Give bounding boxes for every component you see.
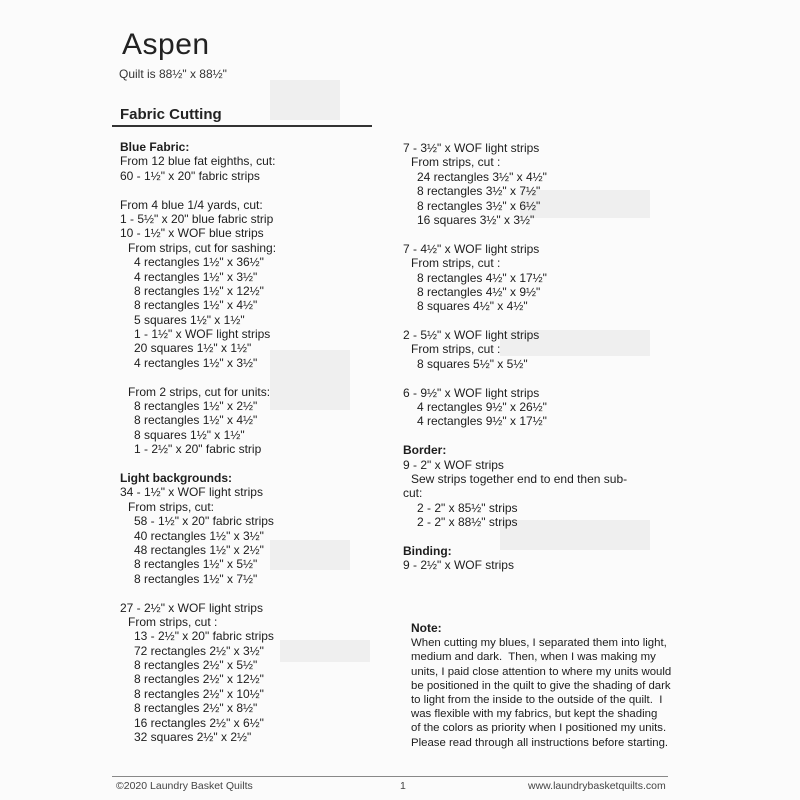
cutting-line: 2 - 2" x 85½" strips: [417, 500, 518, 515]
cutting-line: 8 rectangles 3½" x 6½": [417, 198, 541, 213]
line-spacer: [120, 370, 276, 384]
note-line: units, I paid close attention to where my units would: [411, 665, 672, 678]
cutting-section-heading: Light backgrounds:: [120, 470, 232, 485]
cutting-line: 27 - 2½" x WOF light strips: [120, 600, 263, 615]
bleed-through-block: [270, 350, 350, 410]
cutting-line: 8 rectangles 4½" x 9½": [417, 284, 541, 299]
cutting-line: From 4 blue 1/4 yards, cut:: [120, 197, 263, 212]
cutting-line: 13 - 2½" x 20" fabric strips: [134, 629, 274, 644]
cutting-section-heading: Blue Fabric:: [120, 140, 190, 154]
cutting-line: From strips, cut for sashing:: [128, 240, 277, 255]
right-cutting-column: [403, 141, 627, 573]
cutting-line: 8 rectangles 4½" x 17½": [417, 270, 547, 285]
footer-page-number: 1: [400, 780, 406, 792]
note-body: [411, 636, 671, 750]
line-spacer: [403, 371, 627, 385]
line-spacer: [403, 429, 627, 443]
cutting-line: 5 squares 1½" x 1½": [134, 312, 245, 327]
cutting-line: 8 rectangles 1½" x 4½": [134, 413, 258, 428]
footer-rule: [112, 776, 668, 777]
section-heading: Fabric Cutting: [120, 106, 222, 123]
cutting-line: 8 rectangles 2½" x 12½": [134, 672, 264, 687]
cutting-line: 1 - 1½" x WOF light strips: [134, 327, 271, 342]
cutting-line: 6 - 9½" x WOF light strips: [403, 385, 540, 400]
cutting-line: 9 - 2" x WOF strips: [403, 457, 504, 472]
cutting-line: From 2 strips, cut for units:: [128, 384, 271, 399]
cutting-line: From 12 blue fat eighths, cut:: [120, 154, 276, 169]
note-title: Note:: [411, 621, 442, 635]
cutting-line: 4 rectangles 9½" x 26½": [417, 400, 547, 415]
cutting-section-heading: Binding:: [403, 543, 452, 558]
bleed-through-block: [270, 540, 350, 570]
cutting-line: 2 - 2" x 88½" strips: [417, 515, 518, 530]
cutting-line: 72 rectangles 2½" x 3½": [134, 643, 264, 658]
cutting-line: From strips, cut:: [128, 499, 215, 514]
pattern-title: Aspen: [122, 28, 210, 61]
note-box: [411, 621, 671, 750]
quilt-size: Quilt is 88½" x 88½": [119, 67, 227, 81]
cutting-line: 7 - 4½" x WOF light strips: [403, 241, 540, 256]
line-spacer: [120, 457, 276, 471]
cutting-line: 60 - 1½" x 20" fabric strips: [120, 168, 260, 183]
cutting-line: 4 rectangles 1½" x 3½": [134, 269, 258, 284]
cutting-line: 16 squares 3½" x 3½": [417, 212, 535, 227]
line-spacer: [403, 227, 627, 241]
bleed-through-block: [280, 640, 370, 662]
cutting-line: 8 rectangles 3½" x 7½": [417, 184, 541, 199]
line-spacer: [403, 530, 627, 544]
cutting-line: 8 rectangles 1½" x 4½": [134, 298, 258, 313]
cutting-line: From strips, cut :: [411, 256, 501, 271]
cutting-line: From strips, cut :: [411, 155, 501, 170]
cutting-line: 40 rectangles 1½" x 3½": [134, 528, 264, 543]
cutting-line: Sew strips together end to end then sub-: [411, 471, 628, 486]
cutting-line: 34 - 1½" x WOF light strips: [120, 485, 263, 500]
cutting-line: 16 rectangles 2½" x 6½": [134, 715, 264, 730]
cutting-section-heading: Border:: [403, 443, 447, 458]
footer-copyright: ©2020 Laundry Basket Quilts: [116, 780, 253, 792]
cutting-line: 8 squares 1½" x 1½": [134, 427, 245, 442]
cutting-line: 1 - 2½" x 20" fabric strip: [134, 442, 262, 457]
note-line: Please read through all instructions before starting.: [411, 736, 669, 749]
line-spacer: [403, 314, 627, 328]
cutting-line: 8 rectangles 1½" x 2½": [134, 399, 258, 414]
note-line: was flexible with my fabrics, but kept the shading: [411, 708, 658, 721]
left-cutting-column: [120, 140, 276, 744]
cutting-line: 8 rectangles 2½" x 8½": [134, 701, 258, 716]
cutting-line: From strips, cut :: [128, 614, 218, 629]
note-line: be positioned in the quilt to give the shading of dark: [411, 679, 671, 692]
note-line: to light from the inside to the outside of the quilt. I: [411, 694, 663, 707]
cutting-line: 2 - 5½" x WOF light strips: [403, 328, 540, 343]
cutting-line: 32 squares 2½" x 2½": [134, 730, 252, 745]
cutting-line: 7 - 3½" x WOF light strips: [403, 141, 540, 155]
cutting-line: 4 rectangles 9½" x 17½": [417, 414, 547, 429]
footer-url: www.laundrybasketquilts.com: [528, 780, 666, 792]
cutting-line: From strips, cut :: [411, 342, 501, 357]
cutting-line: 8 rectangles 1½" x 12½": [134, 283, 264, 298]
cutting-line: 48 rectangles 1½" x 2½": [134, 542, 264, 557]
note-line: medium and dark. Then, when I was making my: [411, 651, 656, 664]
cutting-line: 8 rectangles 2½" x 5½": [134, 658, 258, 673]
cutting-line: 58 - 1½" x 20" fabric strips: [134, 514, 274, 529]
cutting-line: 8 squares 5½" x 5½": [417, 356, 528, 371]
heading-rule: [112, 125, 372, 127]
cutting-line: 8 rectangles 1½" x 5½": [134, 557, 258, 572]
cutting-line: 4 rectangles 1½" x 36½": [134, 255, 264, 270]
cutting-line: 24 rectangles 3½" x 4½": [417, 169, 547, 184]
note-line: When cutting my blues, I separated them into light,: [411, 637, 667, 650]
cutting-line: 20 squares 1½" x 1½": [134, 341, 252, 356]
cutting-line: cut:: [403, 486, 423, 501]
cutting-line: 4 rectangles 1½" x 3½": [134, 355, 258, 370]
cutting-line: 8 rectangles 1½" x 7½": [134, 571, 258, 586]
cutting-line: 8 rectangles 2½" x 10½": [134, 686, 264, 701]
cutting-line: 9 - 2½" x WOF strips: [403, 558, 514, 573]
line-spacer: [120, 183, 276, 197]
line-spacer: [120, 586, 276, 600]
note-line: of the colors as priority when I positioned my units.: [411, 722, 667, 735]
bleed-through-block: [270, 80, 340, 120]
cutting-line: 10 - 1½" x WOF blue strips: [120, 226, 264, 241]
cutting-line: 1 - 5½" x 20" blue fabric strip: [120, 211, 274, 226]
cutting-line: 8 squares 4½" x 4½": [417, 299, 528, 314]
